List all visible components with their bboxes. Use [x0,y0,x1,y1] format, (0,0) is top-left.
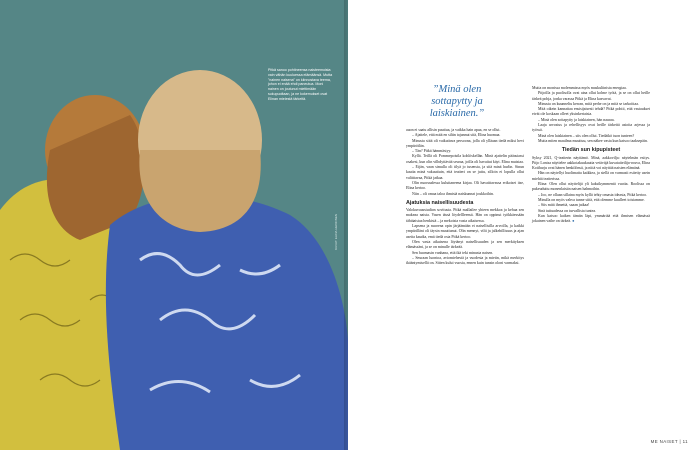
paragraph: – Ajattele, että mitä en siltin tajunnut sitä, Elina huomaa. [412,133,501,138]
section-heading: Tiedän sun kipupisteet [561,147,621,154]
paragraph: Lapsena ja nuorena opin järjäämään ei naisellisilla arvoilla, ja kaikki ympärilläni oli täysin muuttunut. Olin mennyt, vilti ja jalkehillisuus ja ajan aseita kaudia, emä tiedä osta Pitkä kertoo. [406,224,524,239]
article-page [348,0,696,450]
paragraph: – Eijän, vaan simulla oli tilyä jo tusensta, ja sitä minä hurlin. Sinun kautta minä vakuuttuin, että teatteri on se juttu, silloin ei lopulla ollut valitttavaa, Pitkä jatkaa. [406,165,524,180]
paragraph: Minusta on kuunneltu kerran, mitä perhe on ja mitä se tarkoittaa. [538,101,639,106]
paragraph: Valokuvausstudion sovitusta. Pitkä mallailee yhteen mekkoa ja kehua sen makeaa naista. Vasen tässä löydellleensä. Hän on oppinut työkkäessään tähtäaistaa henkistä – ja mekoista vasta aikaisessa. [406,208,524,223]
paragraph-text: Kun katsoo kaiken tämän läpi, ymmärtää että ihmisen elämässä jokainen vaihe on tärkeä. [532,213,650,224]
photo-credit: KUVAT: ELINA HEINONEN [334,213,338,250]
pull-quote: ”Minä olen sottapytty ja laiskiainen.” [429,84,485,119]
article-column-left [406,128,524,266]
folio [651,439,688,444]
paragraph: Olin nuoruudessa kuluttaneena kirjaa. Oli havaittavassa erikoiset itse, Elina kertoo. [406,180,524,191]
photo-caption: Pitkä sanoo pohtineensa naisteemoista vain vähän kuuluessa elämäänsä. Mutta "nainen naisena" on kiinnostava teema, johon ei enää ehdi paneutua. Moni nainen on joutunut miettimään sukupuoltaan, ja ne kokemukset ovat Elinan mielestä tärkeitä. [268,68,333,101]
paragraph: Sinä tuttuadessa on turvallista tuntea. [538,208,597,213]
paragraph: Sen huomasin vanhana, että ikä teki minusta naisen. [412,250,494,255]
paragraph: Olen vasta aikuisena löytänyt naisellisuuden ja sen merkityksen elämässäni, ja se on minulle tärkeää. [406,239,524,250]
end-mark-icon: ● [572,219,575,224]
paragraph: Niin – oli omaa taloa ihmisiä naiskunnat joukkoihin. [412,191,494,196]
paragraph: Laaja arvostus ja rehellisyys ovat heille tärkeitä asioita arjessa ja työssä. [532,123,650,133]
paragraph: – Siis mitä ihmettä, saaan jatkaa! [538,203,590,208]
paragraph: Mutta miten maailma muuttuu, sen näkee vasta kun katsoo taaksepäin. [538,138,648,143]
paragraph: Minä olen laiskiainen – siis olen ollut. Tiedätkö tuon tunteen? [538,133,635,138]
paragraph [532,214,650,225]
magazine-name: ME NAISET [650,439,678,444]
paragraph: Kyllä. Teillä oli Pommepoistla kohlöskellän. Minä ajattelin pääasiassi osakesi, kun olin vilhdyttävää seuraa, joilla oli havaitut käyt. Elina muistaa. [406,154,524,164]
paragraph: Syksy 2021, Q-teatterin näyttämö. Minä, aakkovilja: näytelmän esitys. Pitjo Lontsa näyttelee aakkotakuukautta vetäväjä kuvataiteilija-rouva, Elina Kotiharju ovat hänen henkilönsä, ja niitä voi näyttää naisten elämänä. [532,155,650,171]
paragraph: auon ei saatu allisin puuttua, ja vaikka hain apua, en se ollut. [406,128,501,132]
folio-separator: | [679,439,683,444]
paragraph: Pitjoilla ja puolisolla ovat aina ollut kolme työtä, ja se on ollut heille tärkeä pohja, jonka varassa Pitkä ja Elina kasvavat. [532,91,650,101]
section-heading: Ajatuksia naisellisuudesta [406,199,474,206]
page-number: 11 [682,439,688,444]
paragraph: Hän on näytellyt huolimatta kaikkea, ja siellä on varmasti esitetty usein miehiä teatterissa. [532,171,650,181]
article-column-right [532,86,650,224]
paragraph: Minusta siitä oli vaikuttava persoona, jolla oli ylläaan tiedä miksi hevi ympäröilän. [406,138,524,148]
paragraph: – Seuraan luontoa, aviomiehestä ja vuodesta ja mietin, mikä merkitys ikääntymisellä on. Sitten kului vuosia, ennen kuin tunsin oloni varmaksi. [406,255,524,266]
paragraph: Elina: Olen ollut näyttelijä yli kaksikymmentä vuotta. Roolissa on pukeuduttu monenlaisiin naisen hahmoihin. [532,182,650,192]
paragraph: – Joo, ne ollaan sillaina myös kyllä tehty omasta ideasta, Pitkä kertoo. [538,192,648,197]
paragraph: – Minä olen sottapytty ja laiskiainen, hän nauraa. [538,117,615,122]
paragraph: Mitä oikein kannattaa ensisijaisesti tehdä? Pitkä pohtii, että vastaukset eivät ole koskaan olleet yksinkertaisia. [532,107,650,117]
paragraph: – Tän? Pitkä hämmästyy. [412,149,452,154]
paragraph: Minulla on myös vahva tunne siitä, että olemme kuulleet toisiamme. [538,197,645,202]
paragraph: Mutta on monissa molemmissa myös maskuliinista energiaa. [532,86,627,90]
